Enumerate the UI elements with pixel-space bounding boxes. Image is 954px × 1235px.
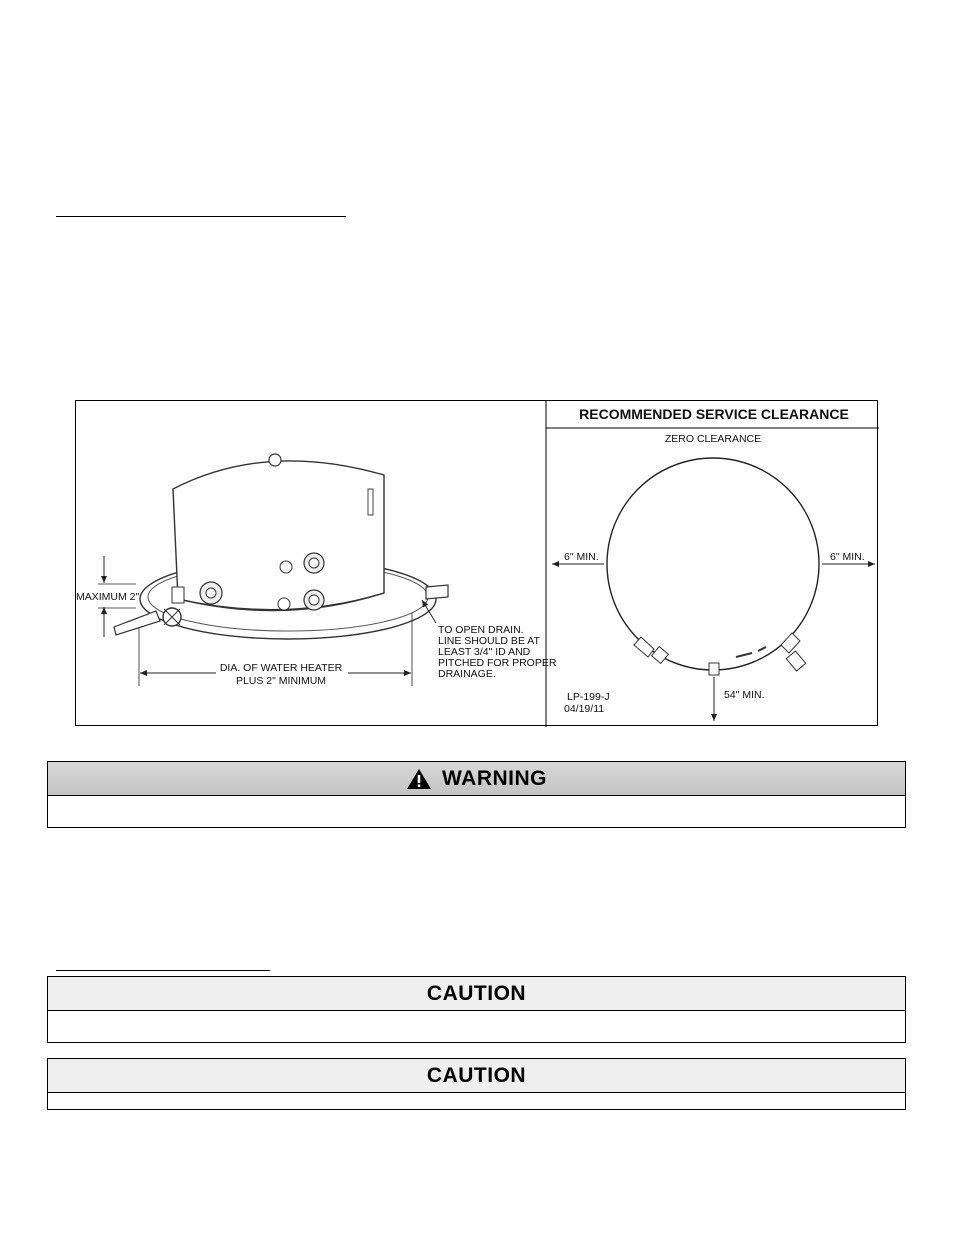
drawing-id: LP-199-J [567, 691, 610, 703]
warning-header [48, 762, 905, 796]
dia-label-line1: DIA. OF WATER HEATER [219, 662, 343, 674]
drain-note-line2: LINE SHOULD BE AT [438, 635, 540, 647]
right-min-label: 6" MIN. [830, 551, 865, 563]
section-heading-rule-2 [56, 970, 270, 971]
installation-drawing [76, 401, 879, 727]
left-min-label: 6" MIN. [564, 551, 599, 563]
caution-header-2 [48, 1059, 905, 1093]
installation-figure [75, 400, 878, 726]
dia-label-line2: PLUS 2" MINIMUM [235, 675, 327, 687]
caution-label-1: CAUTION [426, 981, 527, 1005]
figure-title: RECOMMENDED SERVICE CLEARANCE [579, 406, 849, 422]
max-label: MAXIMUM 2" [76, 591, 140, 603]
zero-clearance-label: ZERO CLEARANCE [664, 433, 762, 445]
caution-header-1 [48, 977, 905, 1011]
top-fitting [269, 454, 281, 466]
drain-note-line1: TO OPEN DRAIN. [438, 624, 524, 636]
service-clearance-panel [546, 401, 879, 727]
section-heading-rule-1 [56, 216, 346, 217]
caution-label-2: CAUTION [426, 1063, 527, 1087]
drain-note-line3: LEAST 3/4" ID AND [438, 646, 531, 658]
warning-label: WARNING [442, 766, 547, 790]
water-heater-drawing [76, 454, 557, 687]
caution-box-2 [47, 1058, 906, 1110]
drain-note-line4: PITCHED FOR PROPER [438, 657, 557, 669]
drawing-date: 04/19/11 [564, 703, 605, 715]
drain-note-line5: DRAINAGE. [438, 668, 496, 680]
bottom-min-label: 54" MIN. [724, 689, 765, 701]
warning-box [47, 761, 906, 828]
warning-triangle-icon [406, 768, 432, 790]
caution-box-1 [47, 976, 906, 1043]
